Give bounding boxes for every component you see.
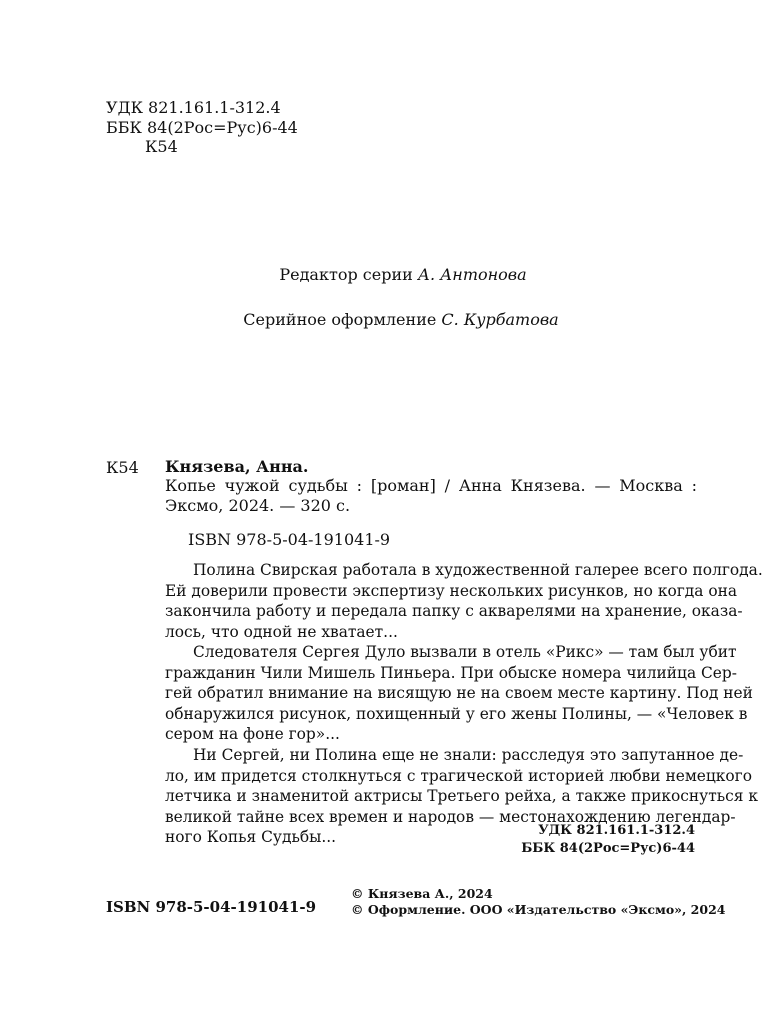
record-mark: К54: [106, 458, 139, 477]
series-editor-label: Редактор серии: [279, 265, 413, 284]
record-isbn: ISBN 978-5-04-191041-9: [188, 530, 391, 549]
annotation-line: летчика и знаменитой актрисы Третьего рейха, а также прикоснуться к: [165, 787, 758, 805]
record-description-line: Эксмо, 2024. — 320 с.: [165, 496, 351, 515]
annotation-line: великой тайне всех времен и народов — местонахождению легендар-: [165, 807, 736, 826]
series-design-label: Серийное оформление: [243, 310, 437, 329]
footer-udk: УДК 821.161.1-312.4: [538, 823, 695, 838]
annotation-line: Ей доверили провести экспертизу нескольких рисунков, но когда она: [165, 581, 738, 600]
annotation-paragraph: [165, 560, 763, 642]
annotation-line: гей обратил внимание на висящую не на своем месте картину. Под ней: [165, 684, 753, 702]
annotation-line: Ни Сергей, ни Полина еще не знали: расследуя это запутанное де-: [193, 746, 744, 764]
record-author: Князева, Анна.: [165, 457, 309, 476]
annotation-line: сером на фоне гор»...: [165, 725, 340, 743]
annotation-line: ло, им придется столкнуться с трагической историей любви немецкого: [165, 766, 753, 785]
footer-isbn: ISBN 978-5-04-191041-9: [106, 898, 317, 916]
record-description: [165, 476, 697, 516]
footer-bbk: ББК 84(2Рос=Рус)6-44: [521, 841, 695, 856]
annotation-line: Полина Свирская работала в художественной галерее всего полгода.: [193, 561, 763, 579]
author-mark: К54: [145, 137, 178, 156]
series-design-name: С. Курбатова: [441, 310, 559, 329]
annotation-paragraph: [165, 642, 753, 745]
udk-code: УДК 821.161.1-312.4: [106, 98, 281, 117]
annotation-line: лось, что одной не хватает...: [165, 622, 398, 641]
annotation-line: гражданин Чили Мишель Пиньера. При обыске номера чилийца Сер-: [165, 663, 737, 682]
annotation-line: ного Копья Судьбы...: [165, 828, 337, 846]
series-design-credit: [0, 310, 768, 330]
copyright-design: © Оформление. ООО «Издательство «Эксмо», 2024: [351, 902, 726, 917]
annotation-line: Следователя Сергея Дуло вызвали в отель «Рикс» — там был убит: [193, 643, 737, 661]
bbk-code: ББК 84(2Рос=Рус)6-44: [106, 118, 298, 137]
annotation-line: закончила работу и передала папку с акварелями на хранение, оказа-: [165, 602, 743, 620]
record-description-line: Копье чужой судьбы : [роман] / Анна Князева. — Москва :: [165, 476, 697, 495]
annotation-line: обнаружился рисунок, похищенный у его жены Полины, — «Человек в: [165, 704, 748, 723]
copyright-author: © Князева А., 2024: [351, 886, 493, 901]
series-editor-name: А. Антонова: [417, 265, 527, 284]
series-editor-credit: [0, 265, 768, 285]
